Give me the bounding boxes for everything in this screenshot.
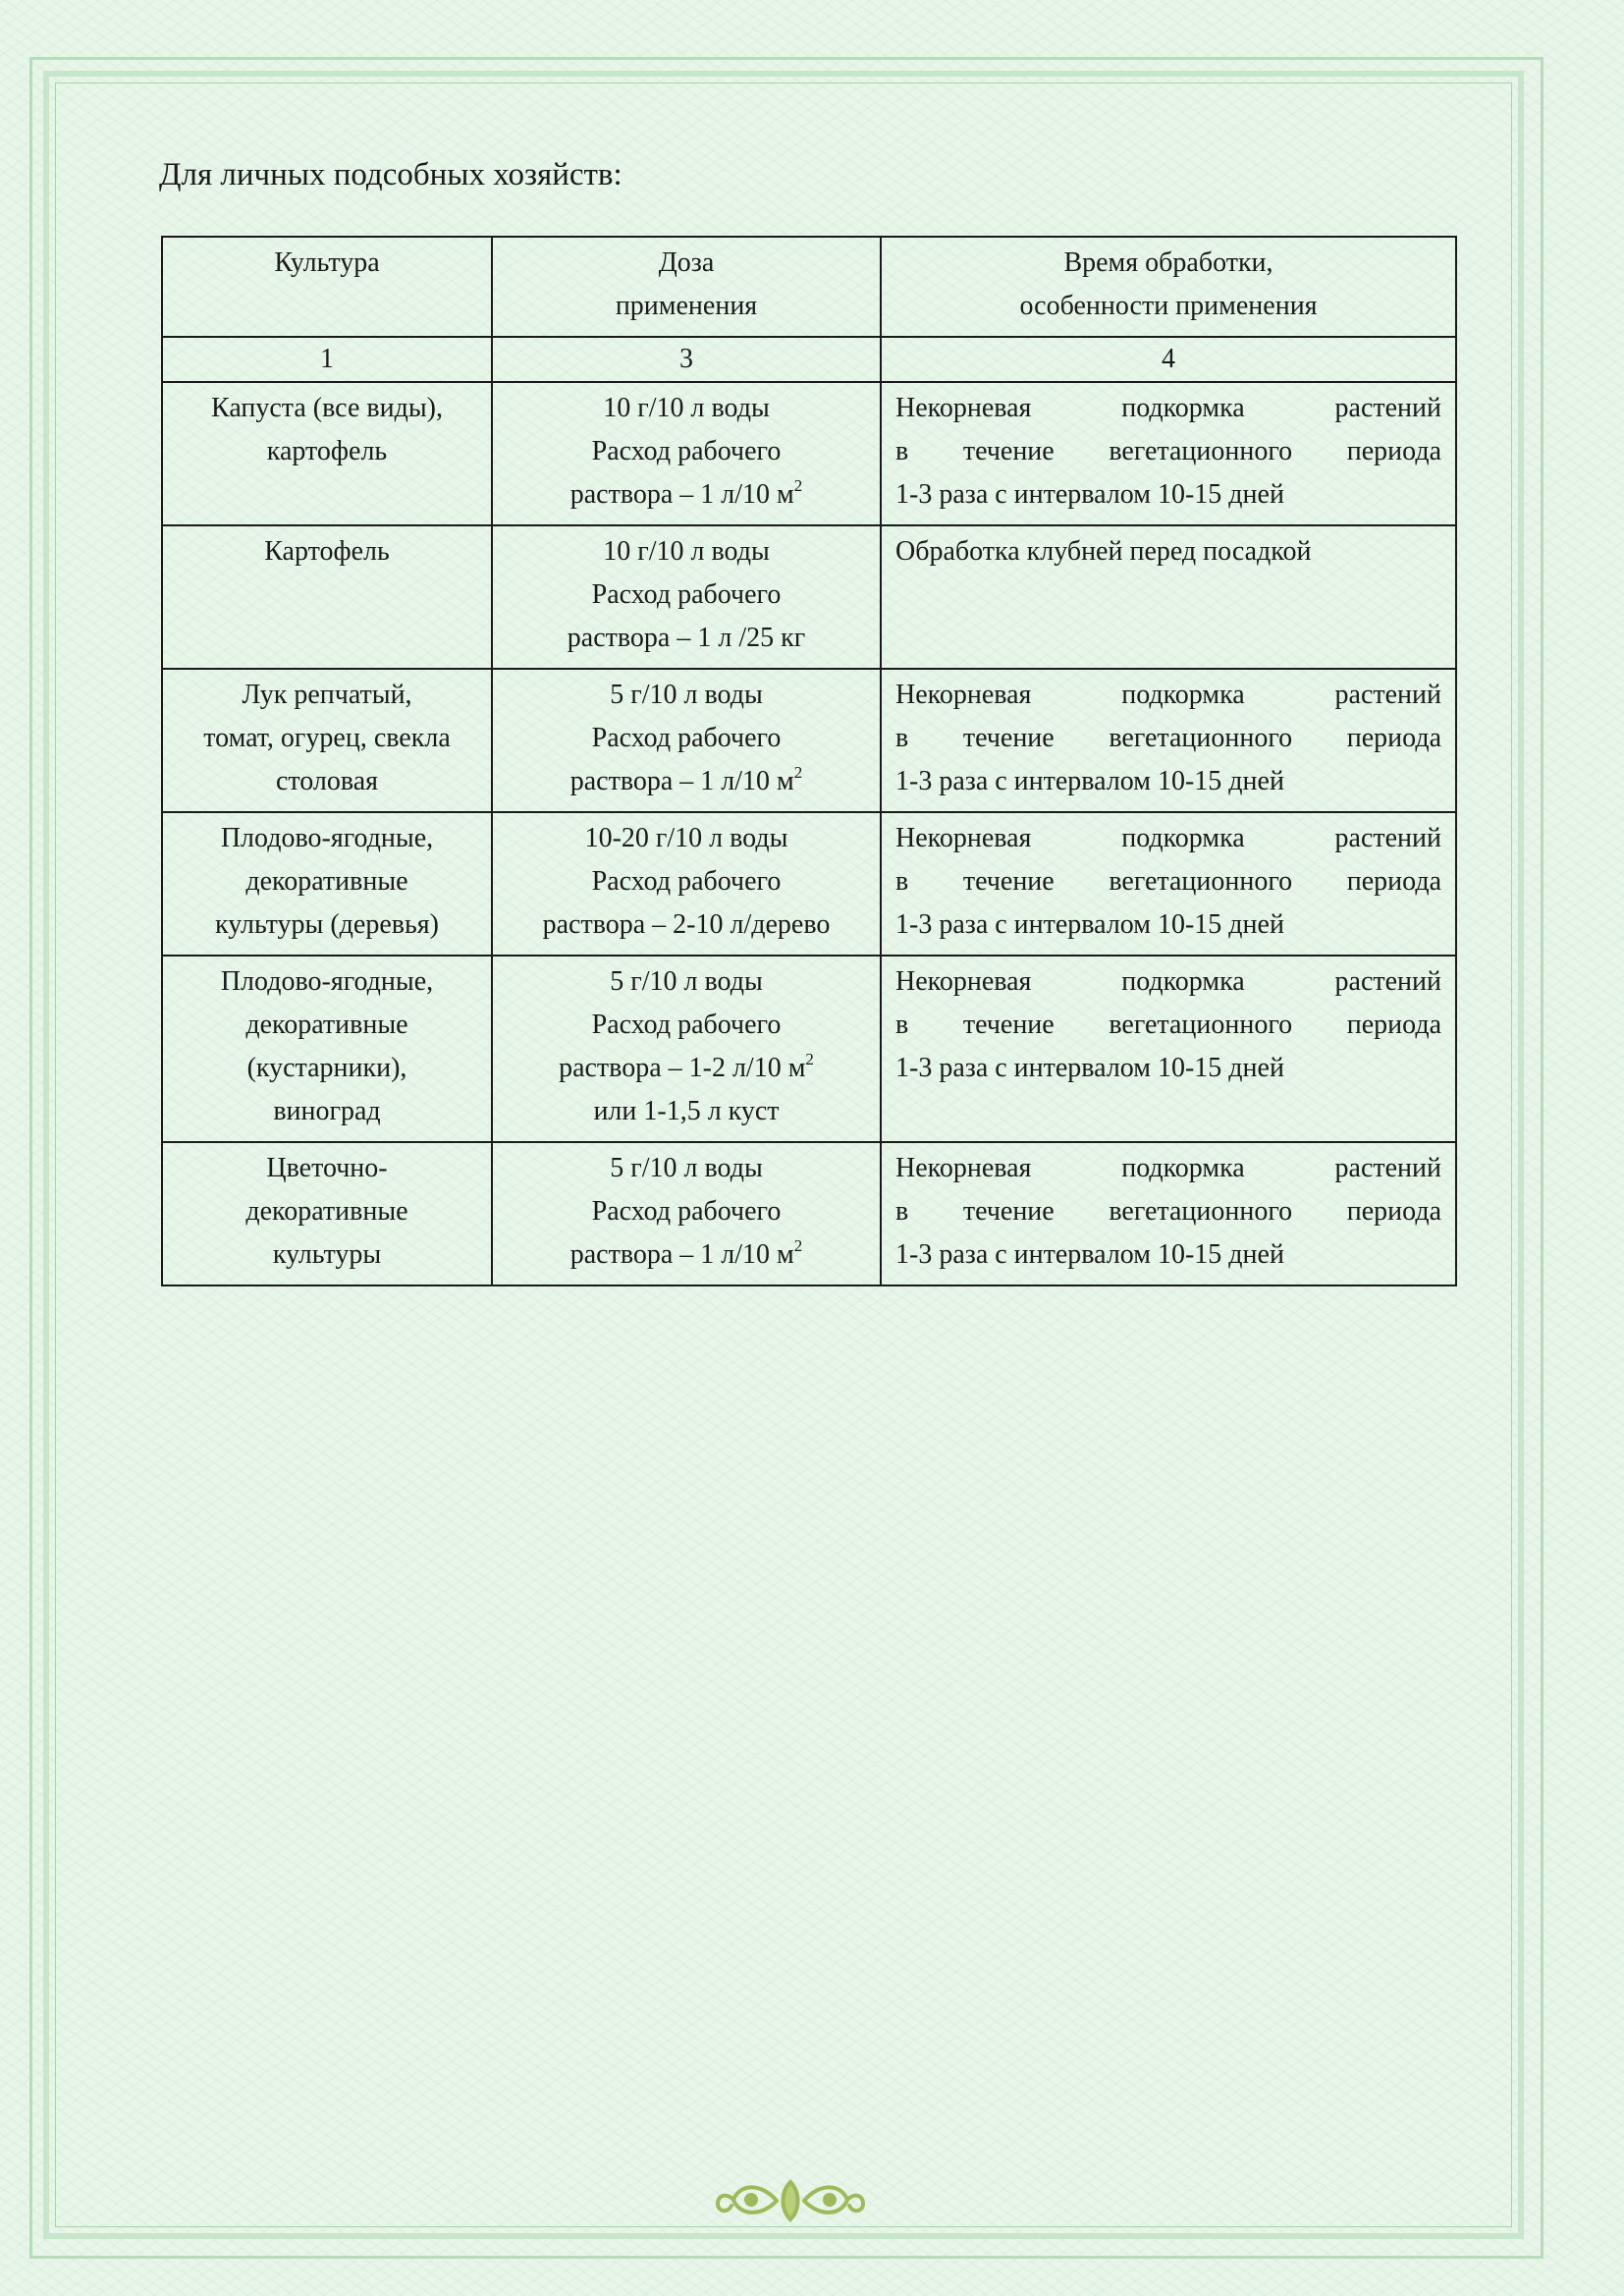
dose-cell: 5 г/10 л воды Расход рабочего раствора – 1 л/10 $м^2$ — [492, 1142, 881, 1285]
column-number: 1 — [162, 337, 492, 382]
column-number: 4 — [881, 337, 1456, 382]
treatment-time-cell: Некорневая подкормка растений в течение вегетационного периода 1-3 раза с интервалом 10-15 дней — [881, 812, 1456, 956]
dose-cell: 10-20 г/10 л воды Расход рабочего раствора – 2-10 л/дерево — [492, 812, 881, 956]
treatment-time-cell: Некорневая подкормка растений в течение вегетационного периода 1-3 раза с интервалом 10-15 дней — [881, 1142, 1456, 1285]
culture-cell: Лук репчатый, томат, огурец, свекла столовая — [162, 669, 492, 812]
treatment-time-cell: Некорневая подкормка растений в течение вегетационного периода 1-3 раза с интервалом 10-15 дней — [881, 382, 1456, 525]
application-dose-table — [161, 236, 1457, 1286]
header-dose: Доза применения — [492, 237, 881, 337]
treatment-time-cell: Некорневая подкормка растений в течение вегетационного периода 1-3 раза с интервалом 10-15 дней — [881, 956, 1456, 1142]
dose-cell: 10 г/10 л воды Расход рабочего раствора – 1 л/10 $м^2$ — [492, 382, 881, 525]
table-header-row — [162, 237, 1456, 337]
dose-cell: 5 г/10 л воды Расход рабочего раствора – 1 л/10 $м^2$ — [492, 669, 881, 812]
column-number-row — [162, 337, 1456, 382]
dose-cell: 5 г/10 л воды Расход рабочего раствора – 1-2 л/10 $м^2$ или 1-1,5 л куст — [492, 956, 881, 1142]
page-heading: Для личных подсобных хозяйств: — [159, 157, 623, 192]
table-body — [162, 337, 1456, 1285]
treatment-time-cell: Обработка клубней перед посадкой — [881, 525, 1456, 669]
table-row — [162, 812, 1456, 956]
header-time: Время обработки, особенности применения — [881, 237, 1456, 337]
table-row — [162, 956, 1456, 1142]
culture-cell: Плодово-ягодные, декоративные культуры (деревья) — [162, 812, 492, 956]
header-culture: Культура — [162, 237, 492, 337]
column-number: 3 — [492, 337, 881, 382]
table-row — [162, 382, 1456, 525]
treatment-time-cell: Некорневая подкормка растений в течение вегетационного периода 1-3 раза с интервалом 10-15 дней — [881, 669, 1456, 812]
dose-cell: 10 г/10 л воды Расход рабочего раствора – 1 л /25 кг — [492, 525, 881, 669]
table-row — [162, 669, 1456, 812]
culture-cell: Капуста (все виды), картофель — [162, 382, 492, 525]
floral-ornament-icon — [712, 2172, 869, 2229]
culture-cell: Картофель — [162, 525, 492, 669]
table-row — [162, 525, 1456, 669]
culture-cell: Плодово-ягодные, декоративные (кустарники), виноград — [162, 956, 492, 1142]
table-row — [162, 1142, 1456, 1285]
culture-cell: Цветочно- декоративные культуры — [162, 1142, 492, 1285]
